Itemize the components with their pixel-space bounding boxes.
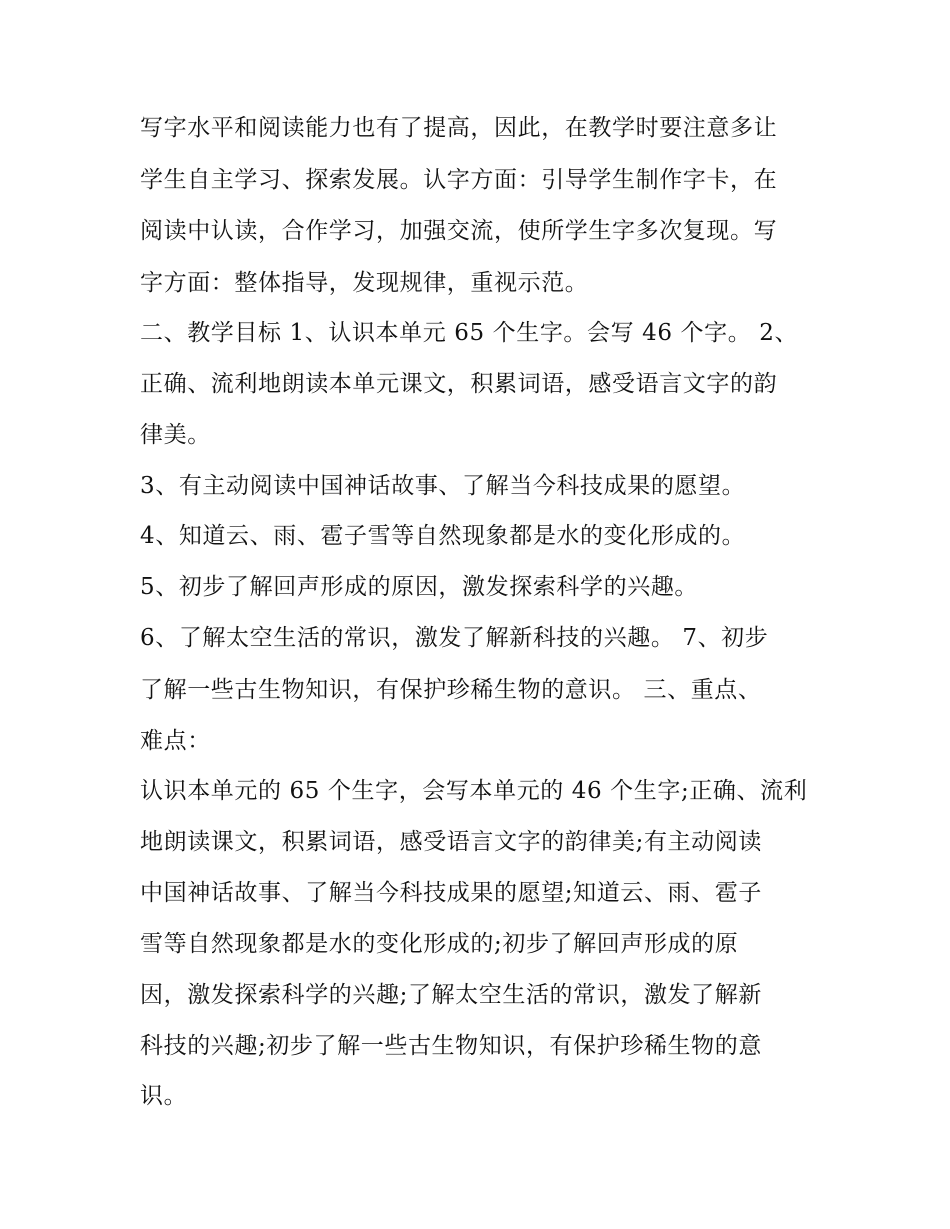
text-line: 6、了解太空生活的常识，激发了解新科技的兴趣。 7、初步 (140, 625, 769, 651)
text-line: 5、初步了解回声形成的原因，激发探索科学的兴趣。 (140, 574, 699, 600)
text-line: 律美。 (140, 422, 211, 448)
text-line: 了解一些古生物知识，有保护珍稀生物的意识。 三、重点、 (140, 677, 762, 703)
text-line: 地朗读课文，积累词语，感受语言文字的韵律美;有主动阅读 (140, 829, 762, 855)
text-line: 4、知道云、雨、雹子雪等自然现象都是水的变化形成的。 (140, 523, 746, 549)
text-line: 写字水平和阅读能力也有了提高，因此，在教学时要注意多让 (140, 115, 778, 141)
text-line: 字方面：整体指导，发现规律，重视示范。 (140, 270, 589, 296)
text-line: 科技的兴趣;初步了解一些古生物知识，有保护珍稀生物的意 (140, 1033, 762, 1059)
text-line: 难点： (140, 728, 211, 754)
text-line: 中国神话故事、了解当今科技成果的愿望;知道云、雨、雹子 (140, 880, 762, 906)
text-line: 识。 (140, 1083, 188, 1109)
text-line: 3、有主动阅读中国神话故事、了解当今科技成果的愿望。 (140, 473, 746, 499)
text-line: 因，激发探索科学的兴趣;了解太空生活的常识，激发了解新 (140, 982, 762, 1008)
text-line: 认识本单元的 65 个生字，会写本单元的 46 个生字;正确、流利 (140, 778, 808, 804)
text-line: 学生自主学习、探索发展。认字方面：引导学生制作字卡，在 (140, 167, 778, 193)
text-line: 雪等自然现象都是水的变化形成的;初步了解回声形成的原 (140, 931, 739, 957)
text-line: 正确、流利地朗读本单元课文，积累词语，感受语言文字的韵 (140, 371, 778, 397)
text-line: 阅读中认读，合作学习，加强交流，使所学生字多次复现。写 (140, 218, 778, 244)
text-line: 二、教学目标 1、认识本单元 65 个生字。会写 46 个字。 2、 (140, 320, 799, 346)
